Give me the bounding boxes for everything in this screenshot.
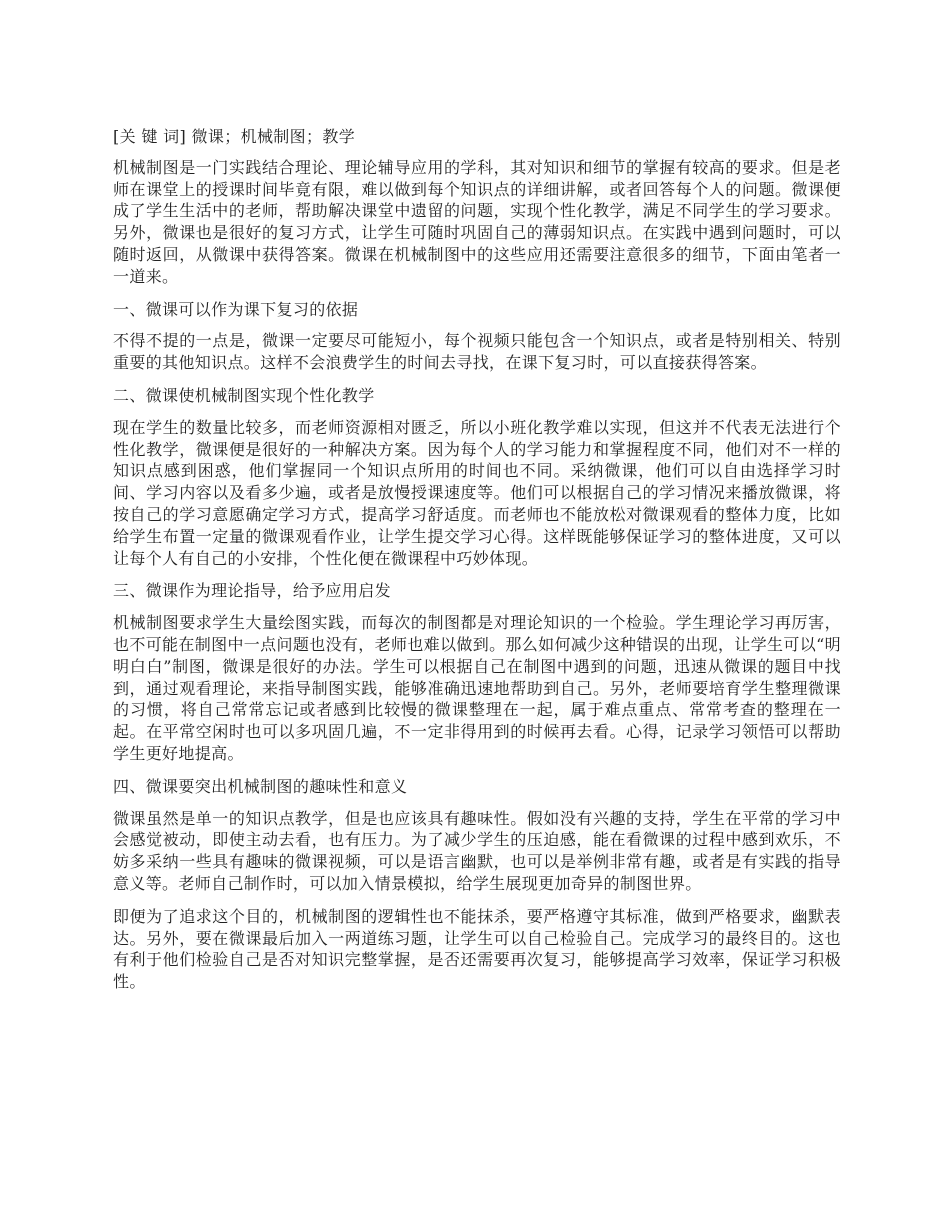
section-2-paragraph-1: 现在学生的数量比较多，而老师资源相对匮乏，所以小班化教学难以实现，但这并不代表无法进行个性化教学，微课便是很好的一种解决方案。因为每个人的学习能力和掌握程度不同，他们对不一样的知识点感到困惑，他们掌握同一个知识点所用的时间也不同。采纳微课，他们可以自由选择学习时间、学习内容以及看多少遍，或者是放慢授课速度等。他们可以根据自己的学习情况来播放微课，将按自己的学习意愿确定学习方式，提高学习舒适度。而老师也不能放松对微课观看的整体力度，比如给学生布置一定量的微课观看作业，让学生提交学习心得。这样既能够保证学习的整体进度，又可以让每个人有自己的小安排，个性化便在微课程中巧妙体现。 xyxy=(113,417,841,568)
keywords-line: [关 键 词] 微课；机械制图；教学 xyxy=(113,127,356,146)
document-body xyxy=(113,126,841,1004)
section-3-heading: 三、微课作为理论指导，给予应用启发 xyxy=(113,581,391,601)
section-4-heading: 四、微课要突出机械制图的趣味性和意义 xyxy=(113,776,408,796)
intro-paragraph: 机械制图是一门实践结合理论、理论辅导应用的学科，其对知识和细节的掌握有较高的要求。但是老师在课堂上的授课时间毕竟有限，难以做到每个知识点的详细讲解，或者回答每个人的问题。微课便成了学生生活中的老师，帮助解决课堂中遗留的问题，实现个性化教学，满足不同学生的学习要求。另外，微课也是很好的复习方式，让学生可随时巩固自己的薄弱知识点。在实践中遇到问题时，可以随时返回，从微课中获得答案。微课在机械制图中的这些应用还需要注意很多的细节，下面由笔者一一道来。 xyxy=(113,157,841,286)
section-4-paragraph-2: 即便为了追求这个目的，机械制图的逻辑性也不能抹杀，要严格遵守其标准，做到严格要求，幽默表达。另外，要在微课最后加入一两道练习题，让学生可以自己检验自己。完成学习的最终目的。这也有利于他们检验自己是否对知识完整掌握，是否还需要再次复习，能够提高学习效率，保证学习积极性。 xyxy=(113,906,841,992)
section-4-paragraph-1: 微课虽然是单一的知识点教学，但是也应该具有趣味性。假如没有兴趣的支持，学生在平常的学习中会感觉被动，即使主动去看，也有压力。为了减少学生的压迫感，能在看微课的过程中感到欢乐，不妨多采纳一些具有趣味的微课视频，可以是语言幽默，也可以是举例非常有趣，或者是有实践的指导意义等。老师自己制作时，可以加入情景模拟，给学生展现更加奇异的制图世界。 xyxy=(113,808,841,893)
section-2-heading: 二、微课使机械制图实现个性化教学 xyxy=(113,385,375,405)
section-1-paragraph-1: 不得不提的一点是，微课一定要尽可能短小，每个视频只能包含一个知识点，或者是特别相关、特别重要的其他知识点。这样不会浪费学生的时间去寻找，在课下复习时，可以直接获得答案。 xyxy=(113,331,841,373)
section-1-heading: 一、微课可以作为课下复习的依据 xyxy=(113,299,359,319)
section-3-paragraph-1: 机械制图要求学生大量绘图实践，而每次的制图都是对理论知识的一个检验。学生理论学习再厉害，也不可能在制图中一点问题也没有，老师也难以做到。那么如何减少这种错误的出现，让学生可以“明明白白”制图，微课是很好的办法。学生可以根据自己在制图中遇到的问题，迅速从微课的题目中找到，通过观看理论，来指导制图实践，能够准确迅速地帮助到自己。另外，老师要培育学生整理微课的习惯，将自己常常忘记或者感到比较慢的微课整理在一起，属于难点重点、常常考查的整理在一起。在平常空闲时也可以多巩固几遍，不一定非得用到的时候再去看。心得，记录学习领悟可以帮助学生更好地提高。 xyxy=(113,613,841,763)
